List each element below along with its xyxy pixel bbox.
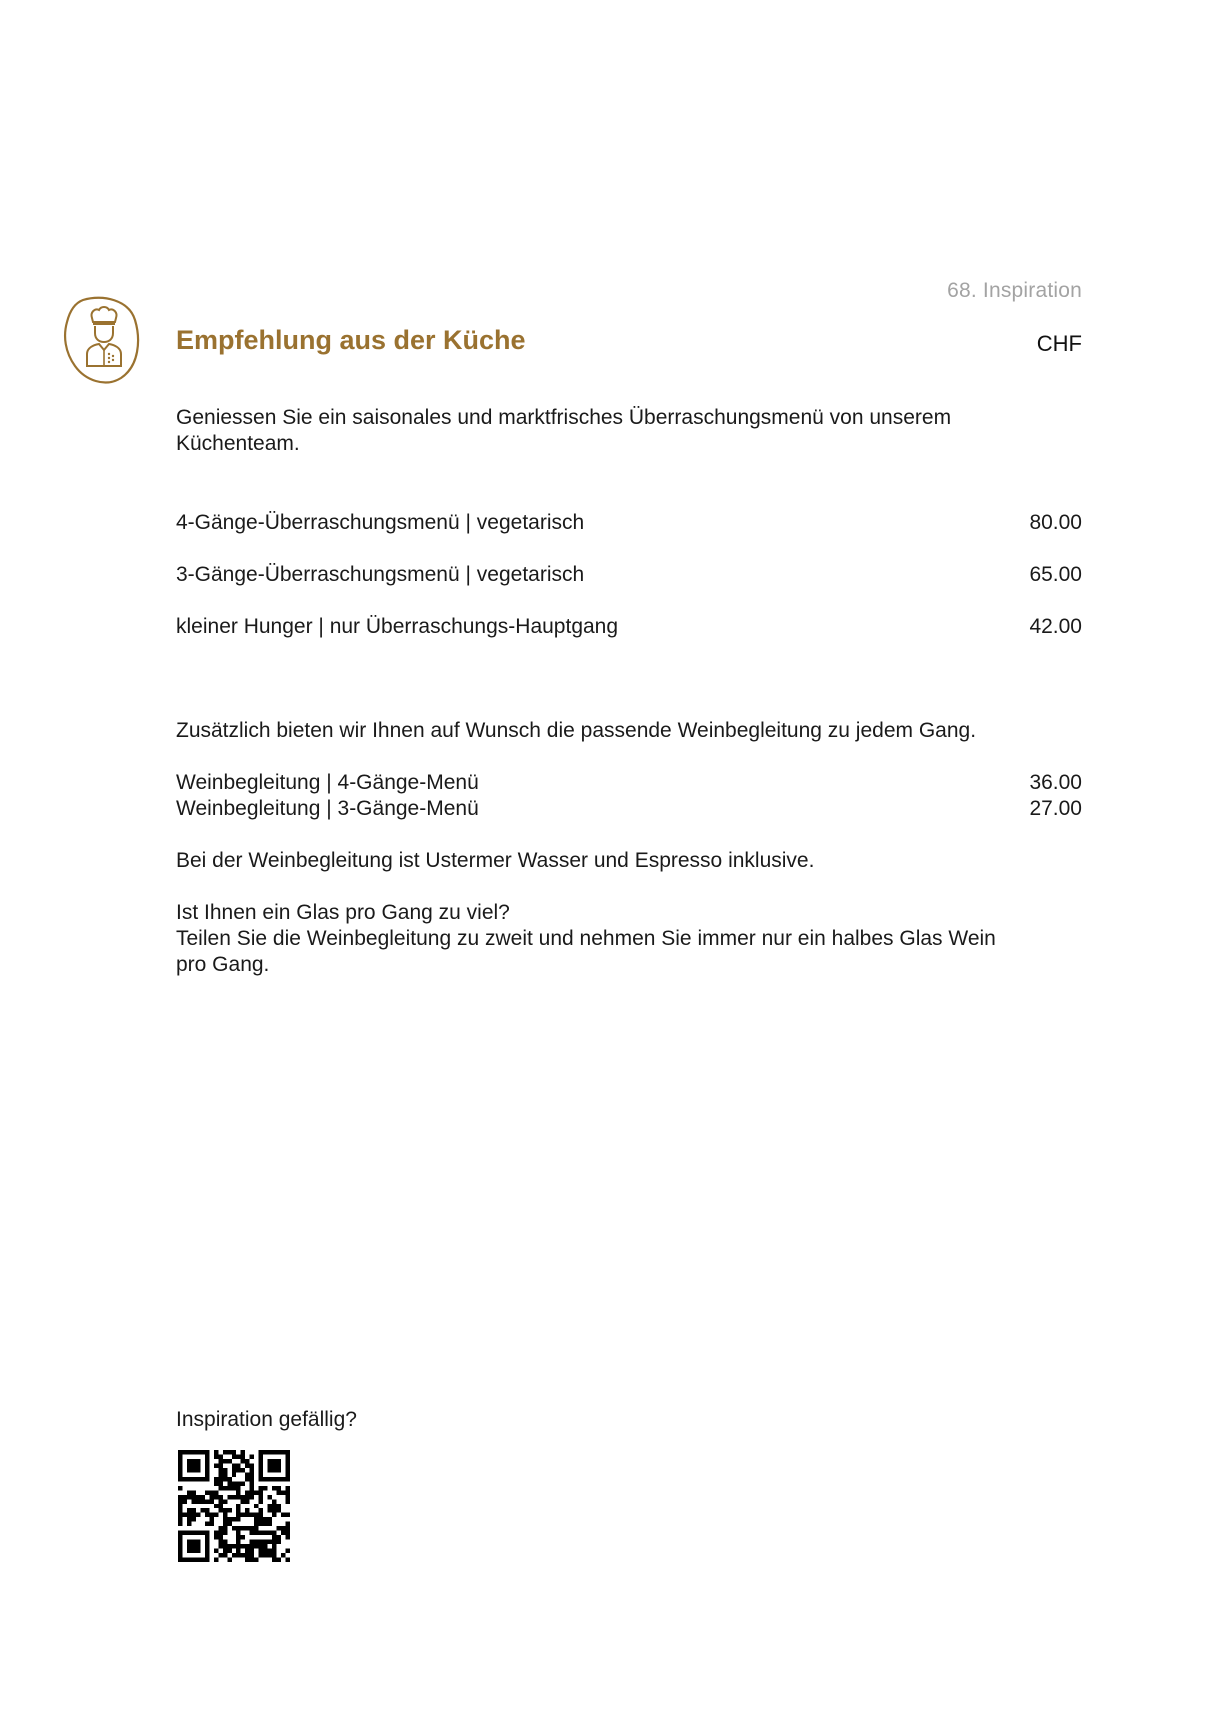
intro-text <box>176 405 1076 457</box>
menu-item-label: 3-Gänge-Überraschungsmenü | vegetarisch <box>176 563 585 586</box>
menu-item-price: 42.00 <box>1029 615 1082 638</box>
wine-pairing-label: Weinbegleitung | 3-Gänge-Menü <box>176 797 479 820</box>
inspiration-label: Inspiration gefällig? <box>176 1408 357 1431</box>
menu-item <box>176 562 1082 588</box>
intro-line: Küchenteam. <box>176 432 300 455</box>
menu-item <box>176 510 1082 536</box>
half-glass-line: Ist Ihnen ein Glas pro Gang zu viel? <box>176 901 510 924</box>
intro-line: Geniessen Sie ein saisonales und marktfrisches Überraschungsmenü von unserem <box>176 406 952 429</box>
qr-code-icon[interactable] <box>178 1450 290 1562</box>
menu-item-price: 80.00 <box>1029 511 1082 534</box>
section-title: Empfehlung aus der Küche <box>176 325 526 355</box>
wine-pairing-item <box>176 796 1082 822</box>
currency-label: CHF <box>1036 331 1082 356</box>
half-glass-line: pro Gang. <box>176 953 270 976</box>
menu-item-price: 65.00 <box>1029 563 1082 586</box>
wine-pairing-price: 36.00 <box>1029 771 1082 794</box>
wine-pairing-label: Weinbegleitung | 4-Gänge-Menü <box>176 771 479 794</box>
menu-item-label: kleiner Hunger | nur Überraschungs-Hauptgang <box>176 615 619 638</box>
half-glass-note <box>176 900 1076 978</box>
wine-pairing-item <box>176 770 1082 796</box>
wine-pairing-price: 27.00 <box>1029 797 1082 820</box>
half-glass-line: Teilen Sie die Weinbegleitung zu zweit und nehmen Sie immer nur ein halbes Glas Wein <box>176 927 996 950</box>
wine-pairing-note: Zusätzlich bieten wir Ihnen auf Wunsch die passende Weinbegleitung zu jedem Gang. <box>176 719 977 742</box>
wine-pairing-list <box>176 770 1082 822</box>
page-edition: 68. Inspiration <box>947 279 1082 302</box>
menu-item <box>176 614 1082 640</box>
menu-item-label: 4-Gänge-Überraschungsmenü | vegetarisch <box>176 511 585 534</box>
wine-included-note: Bei der Weinbegleitung ist Ustermer Wasser und Espresso inklusive. <box>176 849 815 872</box>
chef-icon <box>63 296 141 384</box>
